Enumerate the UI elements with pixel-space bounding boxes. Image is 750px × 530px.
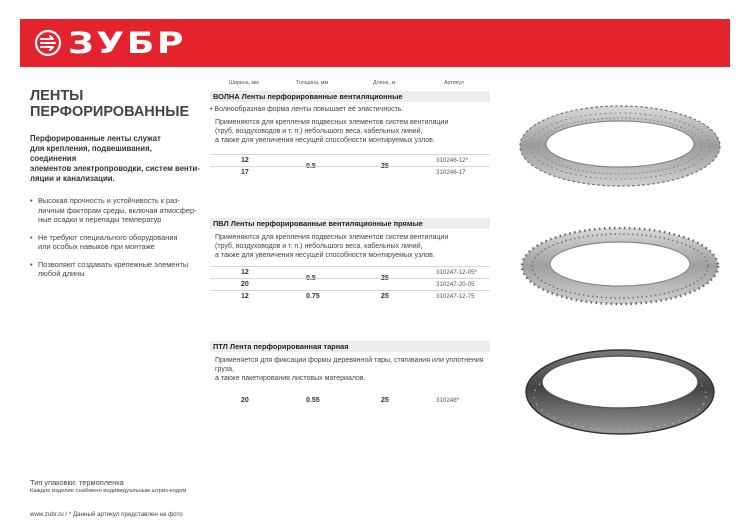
feature-item: • Позволяют создавать крепежные элементы любой длины xyxy=(30,260,200,279)
table-row: 20 310247-20-05 xyxy=(210,278,490,290)
table-row: 20 0.55 25 310248* xyxy=(241,397,460,404)
wavy-tape-coil-photo xyxy=(515,96,725,196)
footer-note[interactable]: www.zubr.ru / * Данный артикул представлен на фото xyxy=(30,511,183,518)
section-ptl xyxy=(210,341,490,404)
column-width: Ширина, мм xyxy=(229,80,259,86)
brand-name: ЗУБР xyxy=(68,26,186,60)
column-article: Артикул xyxy=(444,80,464,86)
section-volna xyxy=(210,91,490,176)
section-pvl xyxy=(210,218,490,300)
column-thickness: Толщина, мм xyxy=(296,80,329,86)
spec-table xyxy=(210,266,490,302)
table-row: 12 0.5 25 310246-12* xyxy=(210,154,490,166)
spec-table xyxy=(210,395,490,407)
table-row: 12 0.75 25 310247-12-75 xyxy=(210,290,490,302)
section-title: ПТЛ Лента перфорированная тарная xyxy=(210,341,490,352)
section-description: Применяется для фиксации формы деревянной тары, стягивания или уплотнения груза, а также пакетирования листовых материалов. xyxy=(215,357,484,382)
section-description: Применяются для крепления подвесных элементов систем вентиляции (труб, воздуховодов и т. п.) небольшого веса, кабельных линий, а также для увеличения несущей способности монтируемых узлов. xyxy=(215,234,449,259)
intro-text: Перфорированные ленты служат для крепления, подвешивания, соединения элементов электропроводки, систем венти- ляции и канализации. xyxy=(30,134,200,183)
packaging-note: Каждое изделие снабжено индивидуальным штрих-кодом xyxy=(30,488,187,494)
spec-table xyxy=(210,154,490,178)
feature-list xyxy=(30,196,200,279)
feature-item: • Не требуют специального оборудования или особых навыков при монтаже xyxy=(30,233,200,252)
feature-item: • Высокая прочность и устойчивость к раз- личным факторам среды, включая атмосфер- ные осадки и перепады температур xyxy=(30,196,200,225)
page-title: ЛЕНТЫ ПЕРФОРИРОВАННЫЕ xyxy=(30,88,190,120)
packing-tape-coil-photo xyxy=(520,340,720,440)
section-title: ВОЛНА Ленты перфорированные вентиляционные xyxy=(210,91,490,102)
packaging-type: Тип упаковки: термопленка xyxy=(30,478,124,487)
section-description: Применяются для крепления подвесных элементов систем вентиляции (труб, воздуховодов и т. п.) небольшого веса, кабельных линий, а также для увеличения несущей способности монтируемых узлов. xyxy=(215,119,449,144)
column-length: Длина, м xyxy=(373,80,396,86)
table-row: 12 0.5 25 310247-12-05* xyxy=(210,266,490,278)
brand-logo[interactable] xyxy=(34,26,186,60)
brand-header xyxy=(20,19,730,67)
section-bullet: • Волнообразная форма ленты повышает её эластичность. xyxy=(210,106,404,113)
section-title: ПВЛ Ленты перфорированные вентиляционные прямые xyxy=(210,218,490,229)
straight-tape-coil-photo xyxy=(515,218,725,313)
table-column-headers xyxy=(0,80,750,90)
left-column xyxy=(30,88,200,287)
packaging-info xyxy=(30,478,230,495)
table-row: 17 310246-17 xyxy=(210,166,490,178)
brand-logo-icon xyxy=(34,29,62,57)
